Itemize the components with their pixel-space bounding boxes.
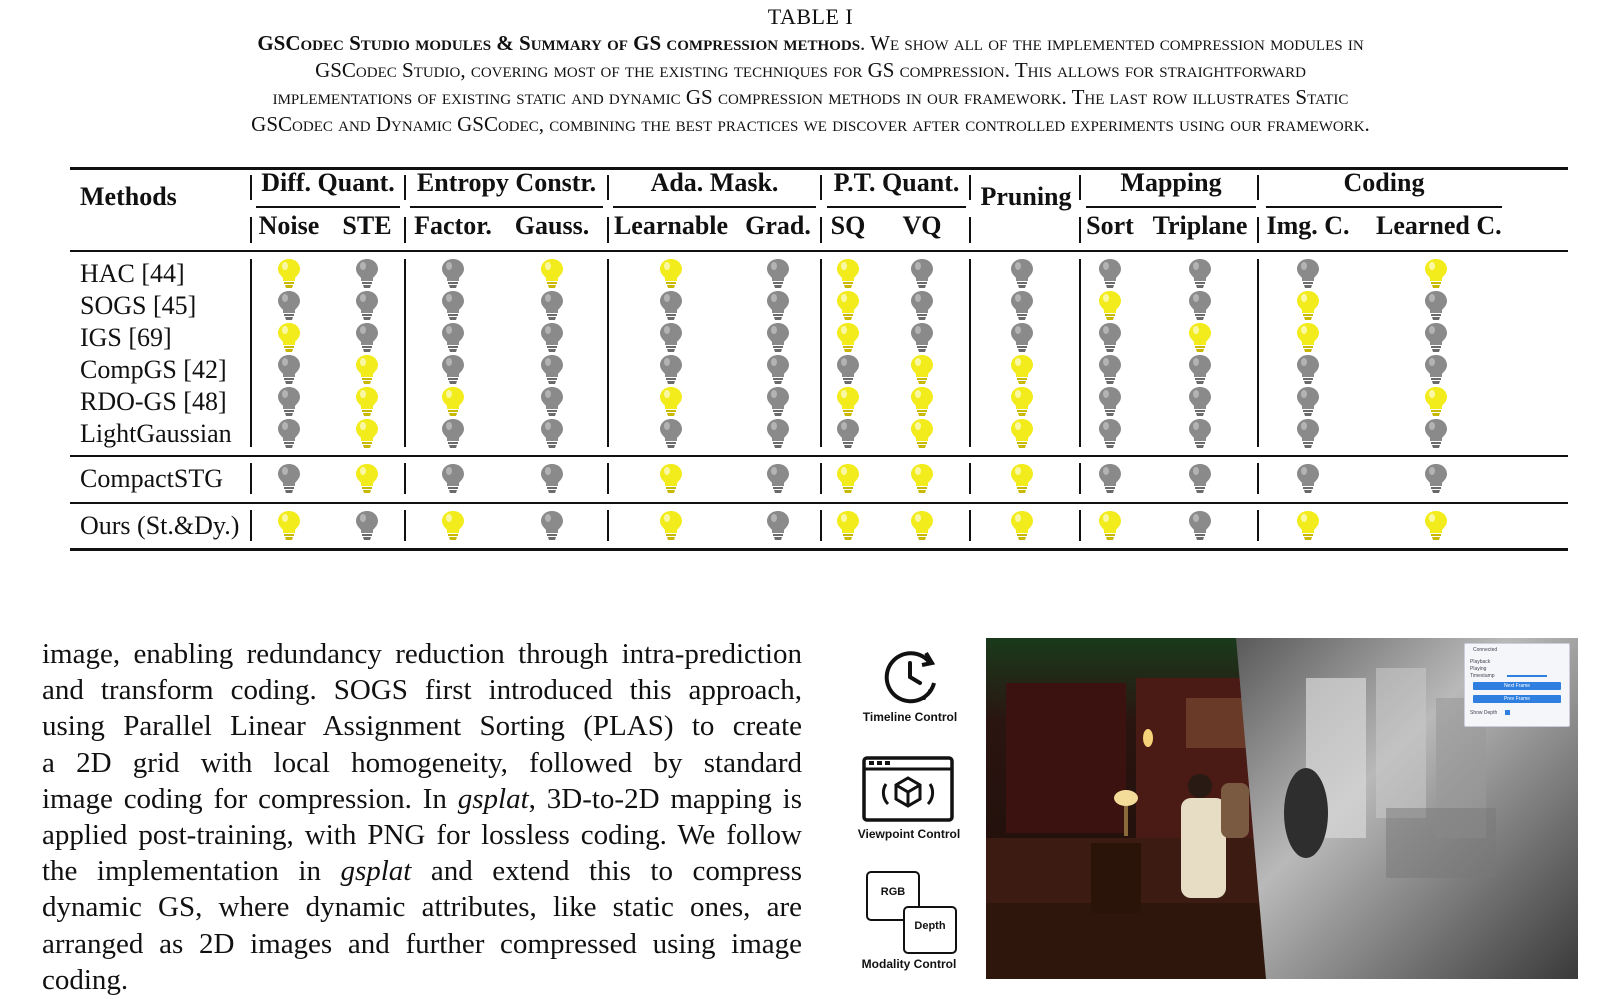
lightbulb-off-icon bbox=[910, 290, 934, 322]
paragraph-line: and transform coding. SOGS first introduced this approach, bbox=[42, 674, 802, 707]
lightbulb-off-icon bbox=[766, 258, 790, 290]
subheader-learnable: Learnable bbox=[613, 211, 729, 240]
paragraph-line: dynamic GS, where dynamic attributes, like static ones, are bbox=[42, 891, 802, 924]
column-divider bbox=[820, 259, 822, 447]
lightbulb-on-icon bbox=[277, 258, 301, 290]
timeline-control-label: Timeline Control bbox=[862, 710, 958, 724]
table-number: TABLE I bbox=[767, 4, 854, 29]
lightbulb-on-icon bbox=[659, 463, 683, 495]
subheader-vq: VQ bbox=[902, 211, 942, 240]
gsplat-term: gsplat bbox=[340, 855, 412, 888]
column-divider bbox=[969, 510, 971, 541]
show-depth-checkbox[interactable] bbox=[1505, 710, 1510, 715]
column-divider bbox=[1257, 510, 1259, 541]
lightbulb-off-icon bbox=[1188, 386, 1212, 418]
method-name: RDO-GS [48] bbox=[80, 387, 227, 416]
body-paragraph bbox=[42, 636, 802, 998]
method-name: LightGaussian bbox=[80, 419, 232, 448]
method-name: Ours (St.&Dy.) bbox=[80, 511, 240, 540]
lightbulb-on-icon bbox=[1098, 510, 1122, 542]
viewpoint-control-label: Viewpoint Control bbox=[857, 827, 961, 841]
lightbulb-on-icon bbox=[836, 510, 860, 542]
group-underline bbox=[410, 206, 603, 208]
lightbulb-off-icon bbox=[1424, 322, 1448, 354]
lightbulb-off-icon bbox=[540, 386, 564, 418]
lightbulb-off-icon bbox=[766, 463, 790, 495]
paragraph-line: arranged as 2D images and further compressed using image bbox=[42, 927, 802, 960]
lightbulb-off-icon bbox=[1098, 463, 1122, 495]
lightbulb-off-icon bbox=[766, 510, 790, 542]
lightbulb-on-icon bbox=[1010, 354, 1034, 386]
lightbulb-on-icon bbox=[910, 463, 934, 495]
lightbulb-off-icon bbox=[1098, 386, 1122, 418]
lightbulb-off-icon bbox=[1296, 354, 1320, 386]
lightbulb-off-icon bbox=[441, 463, 465, 495]
subheader-ste: STE bbox=[342, 211, 392, 240]
timeline-control-icon bbox=[880, 643, 944, 707]
lightbulb-off-icon bbox=[766, 290, 790, 322]
lightbulb-off-icon bbox=[1188, 418, 1212, 450]
lightbulb-on-icon bbox=[1010, 510, 1034, 542]
lightbulb-on-icon bbox=[836, 386, 860, 418]
column-divider bbox=[607, 510, 609, 541]
column-divider bbox=[1079, 510, 1081, 541]
lightbulb-off-icon bbox=[277, 418, 301, 450]
lightbulb-on-icon bbox=[836, 322, 860, 354]
caption-line-1: . We show all of the implemented compression modules in bbox=[860, 31, 1364, 55]
lightbulb-on-icon bbox=[355, 386, 379, 418]
lightbulb-on-icon bbox=[1296, 290, 1320, 322]
group-header-ada-mask: Ada. Mask. bbox=[650, 168, 779, 197]
group-underline bbox=[1086, 206, 1256, 208]
column-divider bbox=[820, 510, 822, 541]
lightbulb-off-icon bbox=[277, 290, 301, 322]
lightbulb-off-icon bbox=[277, 463, 301, 495]
lightbulb-on-icon bbox=[659, 258, 683, 290]
lightbulb-off-icon bbox=[355, 290, 379, 322]
group-underline bbox=[1266, 206, 1502, 208]
column-divider bbox=[250, 510, 252, 541]
paragraph-line: using Parallel Linear Assignment Sorting (PLAS) to create bbox=[42, 710, 802, 743]
paragraph-line: image coding for compression. In gsplat, 3D-to-2D mapping is bbox=[42, 782, 803, 815]
column-divider bbox=[1257, 463, 1259, 494]
column-divider bbox=[969, 463, 971, 494]
subheader-learned-c: Learned C. bbox=[1376, 211, 1502, 240]
lightbulb-on-icon bbox=[836, 290, 860, 322]
lightbulb-off-icon bbox=[659, 418, 683, 450]
column-divider bbox=[250, 463, 252, 494]
subheader-factor: Factor. bbox=[414, 211, 492, 240]
mid-rule-2 bbox=[70, 502, 1568, 504]
lightbulb-off-icon bbox=[1098, 258, 1122, 290]
playing-label: Playing bbox=[1470, 666, 1487, 672]
lightbulb-off-icon bbox=[1424, 290, 1448, 322]
column-divider bbox=[1079, 463, 1081, 494]
lightbulb-off-icon bbox=[277, 354, 301, 386]
lightbulb-on-icon bbox=[441, 386, 465, 418]
subheader-img-c: Img. C. bbox=[1266, 211, 1350, 240]
table-caption bbox=[50, 30, 1571, 138]
lightbulb-on-icon bbox=[659, 510, 683, 542]
group-header-diff-quant: Diff. Quant. bbox=[261, 168, 395, 197]
lightbulb-on-icon bbox=[277, 510, 301, 542]
lightbulb-on-icon bbox=[1098, 290, 1122, 322]
lightbulb-on-icon bbox=[910, 354, 934, 386]
lightbulb-off-icon bbox=[1010, 290, 1034, 322]
subheader-noise: Noise bbox=[258, 211, 320, 240]
lightbulb-on-icon bbox=[441, 510, 465, 542]
lightbulb-off-icon bbox=[1010, 258, 1034, 290]
lightbulb-off-icon bbox=[1098, 354, 1122, 386]
lightbulb-off-icon bbox=[1188, 510, 1212, 542]
caption-line-3: implementations of existing static and dynamic GS compression methods in our framework. The last row illustrates Static bbox=[272, 85, 1349, 109]
lightbulb-on-icon bbox=[1010, 463, 1034, 495]
lightbulb-on-icon bbox=[836, 258, 860, 290]
column-divider bbox=[820, 175, 822, 200]
subheader-sq: SQ bbox=[830, 211, 866, 240]
lightbulb-off-icon bbox=[1010, 322, 1034, 354]
lightbulb-on-icon bbox=[910, 510, 934, 542]
caption-title: GSCodec Studio modules & Summary of GS compression methods bbox=[257, 31, 861, 55]
caption-line-2: GSCodec Studio, covering most of the existing techniques for GS compression. This allows for straightforward bbox=[315, 58, 1306, 82]
lightbulb-on-icon bbox=[355, 354, 379, 386]
lightbulb-off-icon bbox=[441, 258, 465, 290]
method-name: SOGS [45] bbox=[80, 291, 197, 320]
lightbulb-off-icon bbox=[441, 322, 465, 354]
method-name: CompGS [42] bbox=[80, 355, 227, 384]
prev-frame-button[interactable]: Prev Frame bbox=[1473, 695, 1561, 703]
lightbulb-on-icon bbox=[1188, 322, 1212, 354]
column-divider bbox=[404, 463, 406, 494]
lightbulb-off-icon bbox=[1296, 386, 1320, 418]
viewpoint-control-icon bbox=[862, 756, 954, 822]
lightbulb-off-icon bbox=[1424, 463, 1448, 495]
group-header-pruning: Pruning bbox=[980, 182, 1072, 211]
lightbulb-on-icon bbox=[540, 258, 564, 290]
lightbulb-off-icon bbox=[766, 322, 790, 354]
column-divider bbox=[820, 463, 822, 494]
lightbulb-off-icon bbox=[659, 290, 683, 322]
paragraph-line: coding. bbox=[42, 963, 129, 996]
viewer-control-panel bbox=[1464, 643, 1570, 727]
paragraph-line: the implementation in gsplat and extend this to compress bbox=[42, 855, 802, 888]
group-header-entropy-constr: Entropy Constr. bbox=[416, 168, 597, 197]
lightbulb-on-icon bbox=[910, 418, 934, 450]
column-divider bbox=[1079, 259, 1081, 447]
lightbulb-off-icon bbox=[1296, 258, 1320, 290]
rgb-label: RGB bbox=[880, 886, 906, 898]
lightbulb-off-icon bbox=[277, 386, 301, 418]
method-name: HAC [44] bbox=[80, 259, 185, 288]
lightbulb-off-icon bbox=[766, 354, 790, 386]
lightbulb-off-icon bbox=[540, 418, 564, 450]
lightbulb-on-icon bbox=[355, 463, 379, 495]
column-divider bbox=[404, 259, 406, 447]
lightbulb-off-icon bbox=[1188, 354, 1212, 386]
lightbulb-off-icon bbox=[355, 322, 379, 354]
lightbulb-off-icon bbox=[355, 258, 379, 290]
lightbulb-on-icon bbox=[1424, 258, 1448, 290]
lightbulb-on-icon bbox=[1296, 322, 1320, 354]
lightbulb-off-icon bbox=[1098, 418, 1122, 450]
lightbulb-on-icon bbox=[659, 386, 683, 418]
column-divider bbox=[607, 463, 609, 494]
lightbulb-off-icon bbox=[540, 463, 564, 495]
group-header-mapping: Mapping bbox=[1120, 168, 1222, 197]
column-divider bbox=[404, 510, 406, 541]
lightbulb-off-icon bbox=[1296, 463, 1320, 495]
lightbulb-on-icon bbox=[1424, 386, 1448, 418]
bottom-rule bbox=[70, 548, 1568, 551]
timestamp-label: Timestamp bbox=[1470, 673, 1495, 679]
lightbulb-off-icon bbox=[836, 418, 860, 450]
lightbulb-off-icon bbox=[1188, 258, 1212, 290]
lightbulb-off-icon bbox=[441, 290, 465, 322]
lightbulb-off-icon bbox=[441, 418, 465, 450]
subheader-gauss: Gauss. bbox=[514, 211, 590, 240]
group-header-coding: Coding bbox=[1343, 168, 1425, 197]
lightbulb-off-icon bbox=[540, 354, 564, 386]
paragraph-line: image, enabling redundancy reduction through intra-prediction bbox=[42, 638, 802, 670]
lightbulb-off-icon bbox=[1188, 290, 1212, 322]
subheader-grad: Grad. bbox=[745, 211, 811, 240]
playback-section: Playback bbox=[1470, 659, 1491, 665]
connected-status: Connected bbox=[1473, 647, 1498, 653]
lightbulb-on-icon bbox=[1424, 510, 1448, 542]
paragraph-line: a 2D grid with local homogeneity, followed by standard bbox=[42, 746, 802, 779]
next-frame-button[interactable]: Next Frame bbox=[1473, 682, 1561, 690]
timestamp-slider[interactable] bbox=[1507, 675, 1547, 677]
lightbulb-on-icon bbox=[1010, 386, 1034, 418]
lightbulb-off-icon bbox=[766, 386, 790, 418]
lightbulb-on-icon bbox=[910, 386, 934, 418]
lightbulb-off-icon bbox=[540, 322, 564, 354]
header-rule bbox=[70, 250, 1568, 252]
lightbulb-on-icon bbox=[355, 418, 379, 450]
column-divider bbox=[1257, 259, 1259, 447]
lightbulb-off-icon bbox=[659, 354, 683, 386]
show-depth-label: Show Depth bbox=[1470, 710, 1498, 716]
lightbulb-off-icon bbox=[441, 354, 465, 386]
lightbulb-off-icon bbox=[1296, 418, 1320, 450]
column-divider bbox=[250, 259, 252, 447]
caption-line-4: GSCodec and Dynamic GSCodec, combining the best practices we discover after controlled experiments using our framework. bbox=[251, 112, 1370, 136]
column-divider bbox=[607, 259, 609, 447]
lightbulb-off-icon bbox=[355, 510, 379, 542]
group-header-p-t-quant: P.T. Quant. bbox=[833, 168, 960, 197]
lightbulb-off-icon bbox=[1424, 354, 1448, 386]
lightbulb-on-icon bbox=[836, 463, 860, 495]
subheader-sort: Sort bbox=[1086, 211, 1134, 240]
lightbulb-on-icon bbox=[1296, 510, 1320, 542]
lightbulb-on-icon bbox=[1010, 418, 1034, 450]
lightbulb-off-icon bbox=[910, 258, 934, 290]
lightbulb-off-icon bbox=[1424, 418, 1448, 450]
lightbulb-off-icon bbox=[910, 322, 934, 354]
lightbulb-off-icon bbox=[1098, 322, 1122, 354]
group-underline bbox=[613, 206, 816, 208]
group-underline bbox=[256, 206, 400, 208]
group-underline bbox=[827, 206, 966, 208]
modality-control-label: Modality Control bbox=[861, 957, 957, 971]
gsplat-term: gsplat bbox=[457, 782, 529, 815]
method-name: CompactSTG bbox=[80, 464, 223, 493]
lightbulb-off-icon bbox=[1188, 463, 1212, 495]
mid-rule-1 bbox=[70, 455, 1568, 457]
methods-header: Methods bbox=[80, 182, 177, 211]
column-divider bbox=[969, 259, 971, 447]
subheader-triplane: Triplane bbox=[1152, 211, 1248, 240]
comparison-table bbox=[70, 167, 1568, 572]
lightbulb-off-icon bbox=[540, 290, 564, 322]
lightbulb-off-icon bbox=[540, 510, 564, 542]
lightbulb-on-icon bbox=[277, 322, 301, 354]
paragraph-line: applied post-training, with PNG for lossless coding. We follow bbox=[42, 818, 802, 851]
method-name: IGS [69] bbox=[80, 323, 172, 352]
lightbulb-off-icon bbox=[836, 354, 860, 386]
lightbulb-off-icon bbox=[659, 322, 683, 354]
depth-label: Depth bbox=[914, 920, 946, 932]
lightbulb-off-icon bbox=[766, 418, 790, 450]
